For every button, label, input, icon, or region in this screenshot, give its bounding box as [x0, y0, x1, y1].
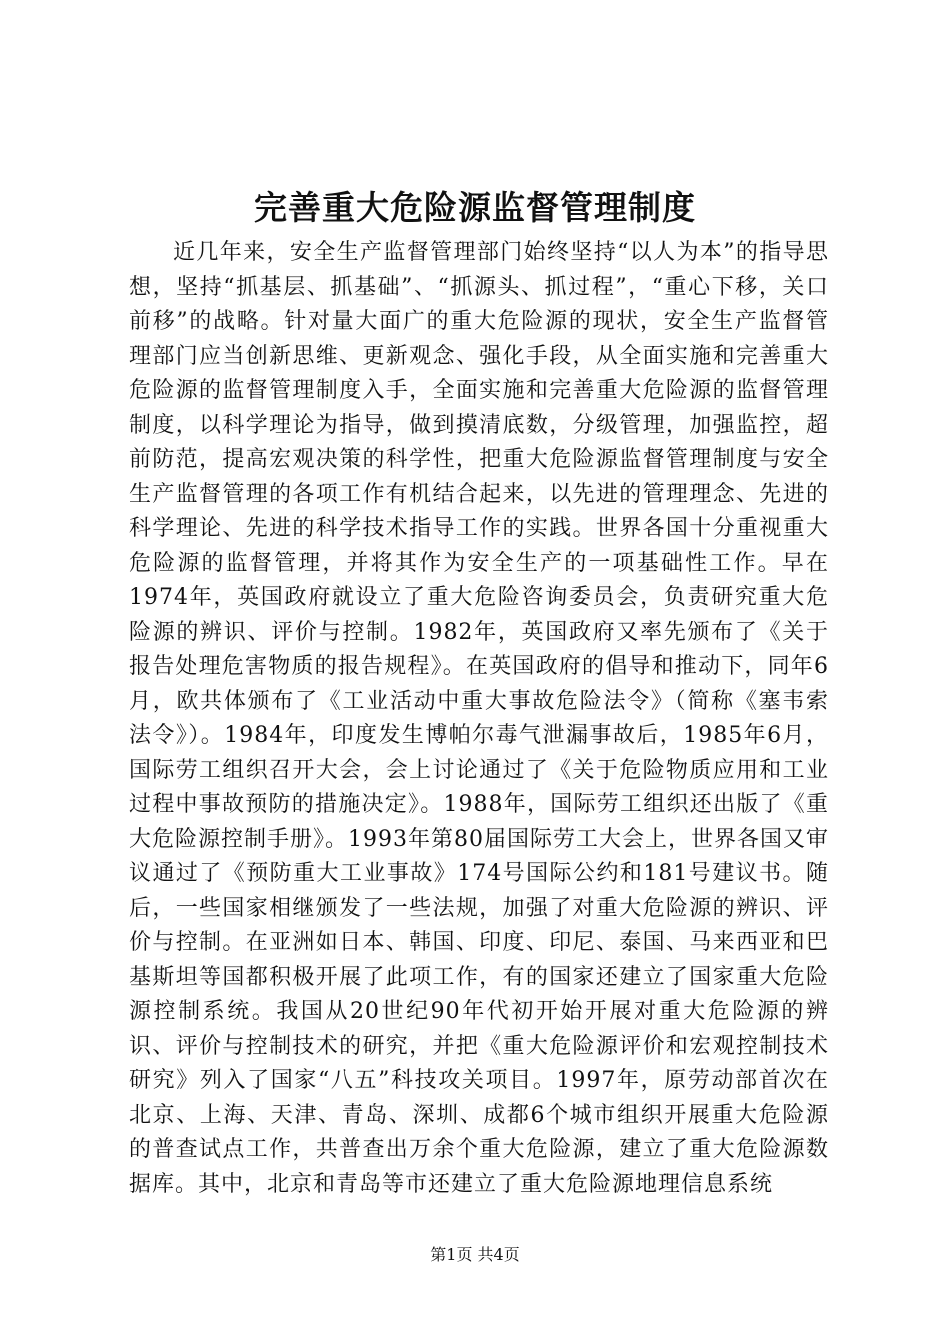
document-body-paragraph: 近几年来，安全生产监督管理部门始终坚持“以人为本”的指导思想，坚持“抓基层、抓基础”、“抓源头、抓过程”，“重心下移，关口前移”的战略。针对量大面广的重大危险源的现状，安全生产监督管理部门应当创新思维、更新观念、强化手段，从全面实施和完善重大危险源的监督管理制度入手，全面实施和完善重大危险源的监督管理制度，以科学理论为指导，做到摸清底数，分级管理，加强监控，超前防范，提高宏观决策的科学性，把重大危险源监督管理制度与安全生产监督管理的各项工作有机结合起来，以先进的管理理念、先进的科学理论、先进的科学技术指导工作的实践。世界各国十分重视重大危险源的监督管理，并将其作为安全生产的一项基础性工作。早在1974年，英国政府就设立了重大危险咨询委员会，负责研究重大危险源的辨识、评价与控制。1982年，英国政府又率先颁布了《关于报告处理危害物质的报告规程》。在英国政府的倡导和推动下，同年6月，欧共体颁布了《工业活动中重大事故危险法令》（简称《塞韦索法令》）。1984年，印度发生博帕尔毒气泄漏事故后，1985年6月，国际劳工组织召开大会，会上讨论通过了《关于危险物质应用和工业过程中事故预防的措施决定》。1988年，国际劳工组织还出版了《重大危险源控制手册》。1993年第80届国际劳工大会上，世界各国又审议通过了《预防重大工业事故》174号国际公约和181号建议书。随后，一些国家相继颁发了一些法规，加强了对重大危险源的辨识、评价与控制。在亚洲如日本、韩国、印度、印尼、泰国、马来西亚和巴基斯坦等国都积极开展了此项工作，有的国家还建立了国家重大危险源控制系统。我国从20世纪90年代初开始开展对重大危险源的辨识、评价与控制技术的研究，并把《重大危险源评价和宏观控制技术研究》列入了国家“八五”科技攻关项目。1997年，原劳动部首次在北京、上海、天津、青岛、深圳、成都6个城市组织开展重大危险源的普查试点工作，共普查出万余个重大危险源，建立了重大危险源数据库。其中，北京和青岛等市还建立了重大危险源地理信息系统	[129, 240, 829, 1197]
document-title: 完善重大危险源监督管理制度	[254, 188, 696, 227]
page-number-footer: 第1页 共4页	[430, 1245, 520, 1264]
